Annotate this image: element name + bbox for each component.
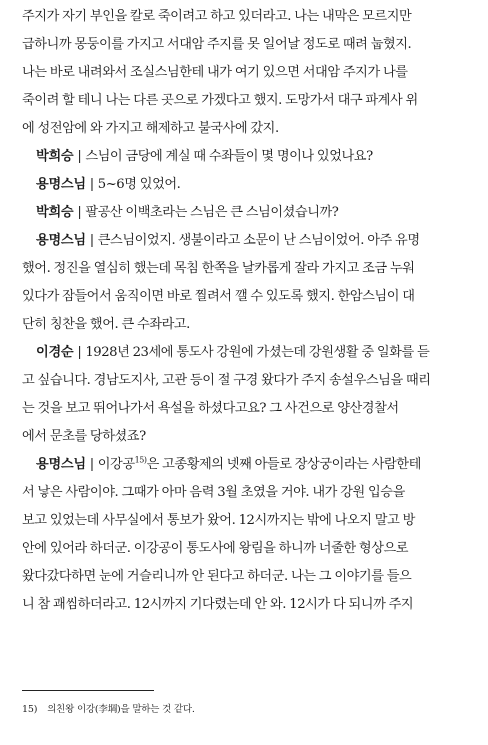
- speaker-name: 용명스님: [36, 233, 86, 248]
- dialogue-text: 이강공: [97, 457, 135, 472]
- text-line: 있다가 잠들어서 움직이면 바로 찔려서 깰 수 있도록 했지. 한암스님이 대: [22, 289, 415, 304]
- text-line: 는 것을 보고 뛰어나가서 욕설을 하셨다고요? 그 사건으로 양산경찰서: [22, 401, 399, 416]
- dialogue-line: [36, 343, 470, 363]
- dialogue-line: [36, 231, 470, 251]
- speaker-name: 용명스님: [36, 457, 86, 472]
- speaker-separator: |: [89, 233, 94, 248]
- speaker-separator: |: [77, 149, 82, 164]
- text-line: 에 성전암에 와 가지고 해제하고 불국사에 갔지.: [22, 121, 279, 136]
- dialogue-line: [36, 203, 470, 223]
- speaker-name: 용명스님: [36, 177, 86, 192]
- footnote-text: 의친왕 이강(李堈)을 말하는 것 같다.: [47, 704, 195, 715]
- text-line: 에서 문초를 당하셨죠?: [22, 429, 146, 444]
- text-line: 했어. 정진을 열심히 했는데 목침 한쪽을 날카롭게 잘라 가지고 조금 누워: [22, 261, 415, 276]
- dialogue-line: [36, 175, 470, 195]
- speaker-separator: |: [77, 205, 82, 220]
- speaker-separator: |: [89, 177, 94, 192]
- text-line: 나는 바로 내려와서 조실스님한테 내가 여기 있으면 서대암 주지가 나를: [22, 65, 408, 80]
- dialogue-line: [36, 147, 470, 167]
- text-line: 죽이려 할 테니 나는 다른 곳으로 가겠다고 했지. 도망가서 대구 파계사 위: [22, 93, 418, 108]
- dialogue-line: [36, 455, 470, 475]
- speaker-name: 박희승: [36, 149, 74, 164]
- text-line: 서 낳은 사람이야. 그때가 아마 음력 3월 초였을 거야. 내가 강원 입승을: [22, 485, 405, 500]
- speaker-name: 박희승: [36, 205, 74, 220]
- dialogue-text: 팔공산 이백초라는 스님은 큰 스님이셨습니까?: [85, 205, 339, 220]
- text-line: 주지가 자기 부인을 칼로 죽이려고 하고 있더라고. 나는 내막은 모르지만: [22, 9, 412, 24]
- text-line: 니 참 괘씸하더라고. 12시까지 기다렸는데 안 와. 12시가 다 되니까 주지: [22, 597, 414, 612]
- text-line: 보고 있었는데 사무실에서 통보가 왔어. 12시까지는 밖에 나오지 말고 방: [22, 513, 415, 528]
- text-line: 단히 칭찬을 했어. 큰 수좌라고.: [22, 317, 190, 332]
- speaker-separator: |: [77, 345, 82, 360]
- footnote: [22, 703, 195, 717]
- dialogue-text: 1928년 23세에 통도사 강원에 가셨는데 강원생활 중 일화를 듣: [85, 345, 430, 360]
- text-line: 왔다갔다하면 눈에 거슬리니까 안 된다고 하더군. 나는 그 이야기를 들으: [22, 569, 412, 584]
- footnote-reference[interactable]: 15): [134, 455, 147, 465]
- text-line: 고 싶습니다. 경남도지사, 고관 등이 절 구경 왔다가 주지 송설우스님을 때리: [22, 373, 431, 388]
- footnote-divider: [22, 690, 154, 691]
- text-line: 급하니까 몽둥이를 가지고 서대암 주지를 못 일어날 정도로 때려 눕혔지.: [22, 37, 412, 52]
- speaker-separator: |: [89, 457, 94, 472]
- text-line: 안에 있어라 하더군. 이강공이 통도사에 왕림을 하니까 너줄한 형상으로: [22, 541, 409, 556]
- speaker-name: 이경순: [36, 345, 74, 360]
- dialogue-text: 은 고종황제의 넷째 아들로 장상궁이라는 사람한테: [146, 457, 421, 472]
- dialogue-text: 스님이 금당에 계실 때 수좌들이 몇 명이나 있었나요?: [85, 149, 373, 164]
- footnote-number: 15): [22, 704, 38, 715]
- dialogue-text: 큰스님이었지. 생불이라고 소문이 난 스님이었어. 아주 유명: [97, 233, 420, 248]
- dialogue-text: 5~6명 있었어.: [97, 177, 181, 192]
